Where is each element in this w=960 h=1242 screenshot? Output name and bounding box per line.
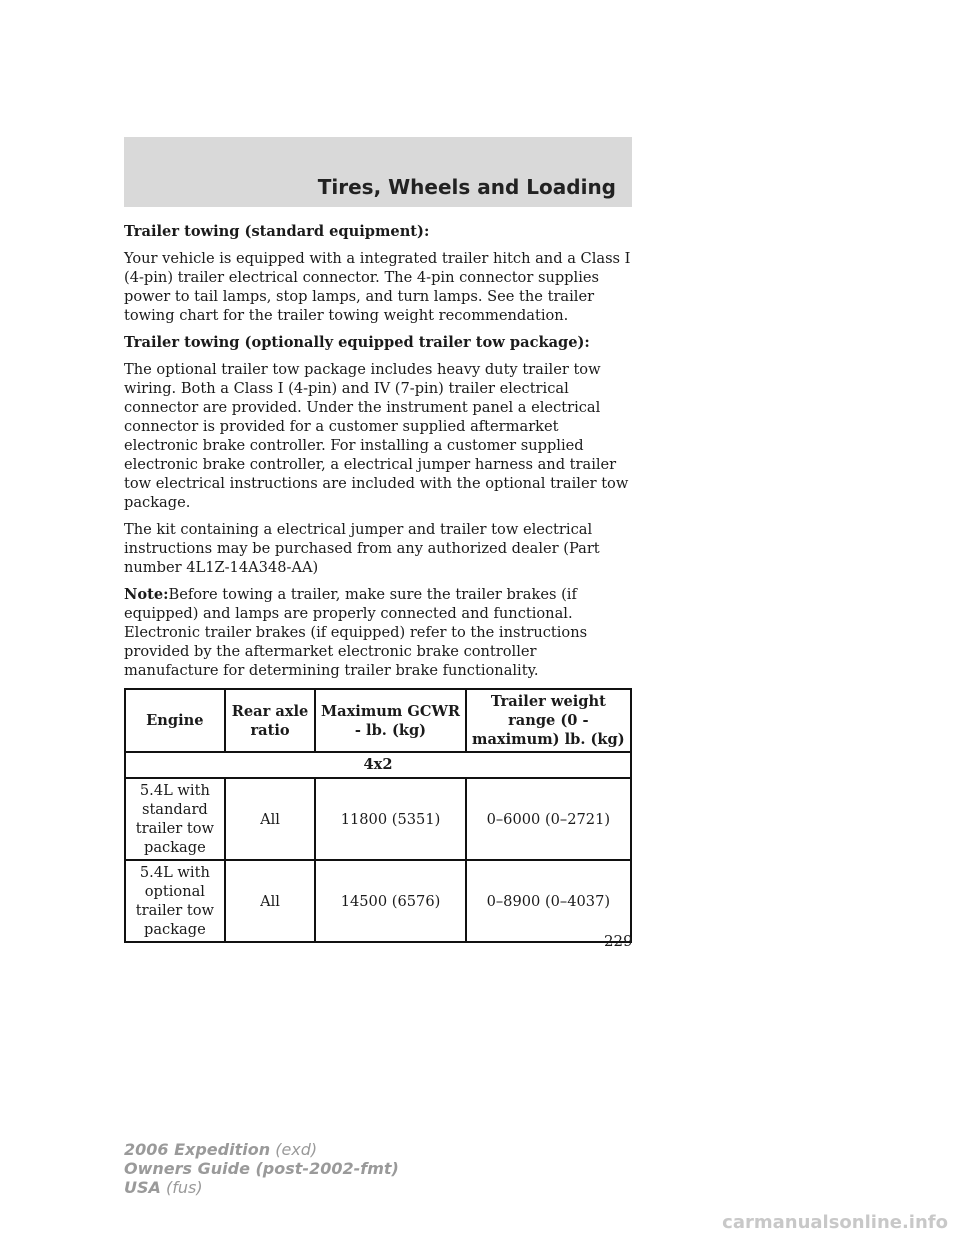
cell-gcwr: 14500 (6576) — [315, 860, 465, 942]
footer-line-3 — [124, 1178, 399, 1197]
paragraph-standard-equipment: Your vehicle is equipped with a integrated trailer hitch and a Class I (4-pin) trailer electrical connector. The 4-pin connector supplies power to tail lamps, stop lamps, and turn lamps. See the trailer towing chart for the trailer towing weight recommendation. — [124, 250, 631, 324]
heading-standard-equipment: Trailer towing (standard equipment): — [124, 223, 430, 240]
table-row — [125, 778, 631, 860]
paragraph-kit: The kit containing a electrical jumper and trailer tow electrical instructions may be purchased from any authorized dealer (Part number 4L1Z-14A348-AA) — [124, 521, 600, 576]
footer-market-code: (fus) — [166, 1178, 203, 1197]
trailer-towing-table — [124, 688, 632, 943]
footer-line-2 — [124, 1159, 399, 1178]
footer-market: USA — [124, 1178, 161, 1197]
paragraph-optional-package: The optional trailer tow package includes heavy duty trailer tow wiring. Both a Class I (4-pin) and IV (7-pin) trailer electrical connector are provided. Under the instrument panel a electrical connector is provided for a customer supplied aftermarket electronic brake controller. For installing a customer supplied electronic brake controller, a electrical jumper harness and trailer tow electrical instructions are included with the optional trailer tow package. — [124, 361, 629, 511]
group-label-4x2: 4x2 — [125, 752, 631, 778]
cell-gcwr: 11800 (5351) — [315, 778, 465, 860]
table-group-row — [125, 752, 631, 778]
footer-model-code: (exd) — [275, 1140, 318, 1159]
header-trailer-weight-range: Trailer weight range (0 - maximum) lb. (kg) — [466, 689, 631, 752]
header-rear-axle-ratio: Rear axle ratio — [225, 689, 316, 752]
page-number: 229 — [604, 932, 633, 950]
cell-weight-range: 0–8900 (0–4037) — [466, 860, 631, 942]
header-max-gcwr: Maximum GCWR - lb. (kg) — [315, 689, 465, 752]
cell-engine: 5.4L with optional trailer tow package — [125, 860, 225, 942]
page-content — [124, 222, 632, 943]
table-header-row — [125, 689, 631, 752]
cell-axle-ratio: All — [225, 778, 316, 860]
watermark: carmanualsonline.info — [722, 1212, 948, 1233]
section-header-band — [124, 137, 632, 207]
footer-model: 2006 Expedition — [124, 1140, 271, 1159]
heading-optional-package: Trailer towing (optionally equipped trailer tow package): — [124, 334, 590, 351]
footer-line-1 — [124, 1140, 399, 1159]
cell-weight-range: 0–6000 (0–2721) — [466, 778, 631, 860]
table-row — [125, 860, 631, 942]
section-title: Tires, Wheels and Loading — [317, 175, 616, 199]
header-engine: Engine — [125, 689, 225, 752]
note-text: Before towing a trailer, make sure the trailer brakes (if equipped) and lamps are properly connected and functional. Electronic trailer brakes (if equipped) refer to the instructions provided by the aftermarket electronic brake controller manufacture for determining trailer brake functionality. — [124, 586, 588, 679]
note-label: Note: — [124, 586, 169, 603]
cell-engine: 5.4L with standard trailer tow package — [125, 778, 225, 860]
note-paragraph — [124, 585, 632, 680]
cell-axle-ratio: All — [225, 860, 316, 942]
document-footer — [124, 1140, 399, 1197]
footer-guide: Owners Guide (post-2002-fmt) — [124, 1159, 399, 1178]
